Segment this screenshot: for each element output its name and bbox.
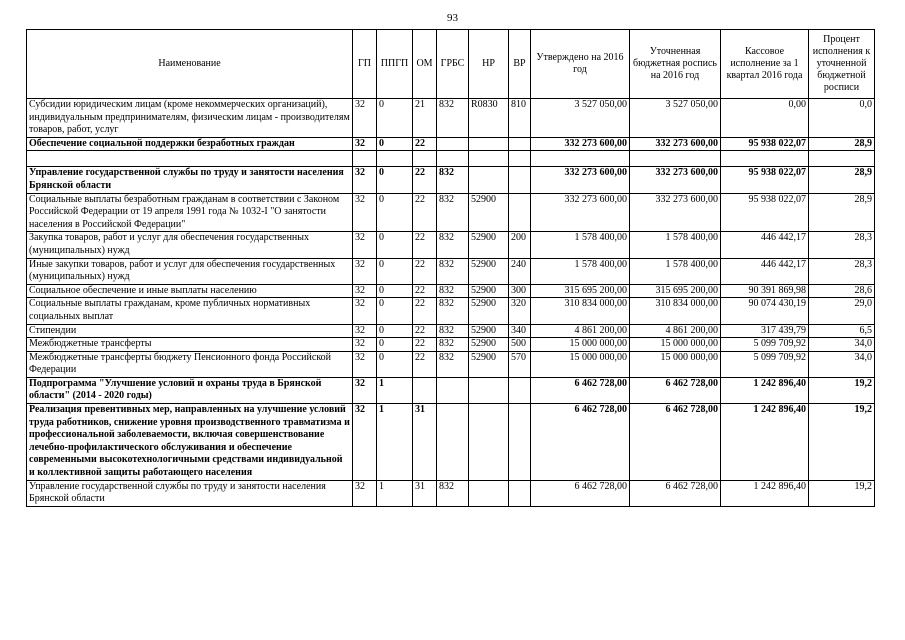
cell-cash: 95 938 022,07 [721,137,809,151]
header-vr: ВР [509,30,531,99]
budget-table [26,29,875,507]
cell-vr: 320 [509,298,531,324]
cell-name: Социальные выплаты гражданам, кроме публичных нормативных социальных выплат [27,298,353,324]
cell-cash: 1 242 896,40 [721,377,809,403]
table-row [27,404,875,481]
cell-np: 52900 [469,324,509,338]
cell-approved: 310 834 000,00 [531,298,630,324]
header-name: Наименование [27,30,353,99]
cell-approved: 315 695 200,00 [531,284,630,298]
cell-vr [509,167,531,193]
cell-om: 22 [413,167,437,193]
cell-name: Стипендии [27,324,353,338]
cell-cash: 446 442,17 [721,232,809,258]
cell-om: 22 [413,232,437,258]
cell-name: Обеспечение социальной поддержки безработных граждан [27,137,353,151]
cell-approved: 4 861 200,00 [531,324,630,338]
cell-percent: 6,5 [809,324,875,338]
cell-cash: 5 099 709,92 [721,351,809,377]
cell-gp: 32 [353,404,377,481]
cell-grbs: 832 [437,99,469,138]
header-cash: Кассовое исполнение за 1 квартал 2016 года [721,30,809,99]
cell-np: 52900 [469,232,509,258]
cell-approved: 6 462 728,00 [531,480,630,506]
cell-gp: 32 [353,338,377,352]
cell-approved: 6 462 728,00 [531,377,630,403]
cell-grbs [437,404,469,481]
cell-om: 22 [413,324,437,338]
table-header-row [27,30,875,99]
cell-np: 52900 [469,284,509,298]
cell-refined: 6 462 728,00 [630,480,721,506]
cell-refined: 15 000 000,00 [630,338,721,352]
cell-np [469,137,509,151]
header-ppgp: ППГП [377,30,413,99]
cell-vr: 240 [509,258,531,284]
cell-np: 52900 [469,193,509,232]
cell-ppgp: 1 [377,480,413,506]
cell-ppgp: 0 [377,137,413,151]
cell-percent: 34,0 [809,351,875,377]
cell-gp: 32 [353,193,377,232]
cell-cash: 446 442,17 [721,258,809,284]
cell-name: Социальное обеспечение и иные выплаты населению [27,284,353,298]
cell-cash: 0,00 [721,99,809,138]
cell-ppgp: 0 [377,338,413,352]
cell-percent: 19,2 [809,377,875,403]
cell-vr: 570 [509,351,531,377]
cell-percent: 19,2 [809,404,875,481]
table-row [27,324,875,338]
cell-np [469,167,509,193]
cell-percent: 34,0 [809,338,875,352]
cell-approved: 332 273 600,00 [531,193,630,232]
cell-np [469,480,509,506]
cell-cash: 1 242 896,40 [721,480,809,506]
cell-name: Управление государственной службы по труду и занятости населения Брянской области [27,167,353,193]
cell-gp: 32 [353,258,377,284]
cell-refined: 332 273 600,00 [630,167,721,193]
cell-refined: 4 861 200,00 [630,324,721,338]
cell-om: 22 [413,351,437,377]
cell-name: Социальные выплаты безработным гражданам в соответствии с Законом Российской Федерации от 19 апреля 1991 года № 1032-I "О занятости населения в Российской Федерации" [27,193,353,232]
table-row [27,193,875,232]
cell-approved: 6 462 728,00 [531,404,630,481]
cell-cash: 5 099 709,92 [721,338,809,352]
table-row [27,167,875,193]
cell-refined: 15 000 000,00 [630,351,721,377]
cell-percent: 0,0 [809,99,875,138]
cell-om: 22 [413,284,437,298]
cell-gp: 32 [353,377,377,403]
cell-ppgp: 0 [377,324,413,338]
cell-grbs [437,377,469,403]
cell-percent: 28,6 [809,284,875,298]
table-row [27,338,875,352]
cell-gp: 32 [353,137,377,151]
cell-name: Подпрограмма "Улучшение условий и охраны труда в Брянской области" (2014 - 2020 годы) [27,377,353,403]
cell-vr: 200 [509,232,531,258]
cell-ppgp: 0 [377,298,413,324]
cell-grbs: 832 [437,193,469,232]
cell-percent: 19,2 [809,480,875,506]
cell-gp: 32 [353,480,377,506]
cell-cash: 95 938 022,07 [721,193,809,232]
cell-om: 22 [413,298,437,324]
cell-refined: 310 834 000,00 [630,298,721,324]
cell-refined: 315 695 200,00 [630,284,721,298]
cell-np [469,404,509,481]
cell-approved: 15 000 000,00 [531,338,630,352]
cell-vr [509,480,531,506]
cell-np: 52900 [469,351,509,377]
table-spacer-row [27,151,875,167]
cell-vr [509,137,531,151]
cell-vr [509,193,531,232]
cell-approved: 1 578 400,00 [531,258,630,284]
cell-approved: 332 273 600,00 [531,167,630,193]
table-row [27,377,875,403]
header-om: ОМ [413,30,437,99]
cell-grbs: 832 [437,284,469,298]
cell-gp: 32 [353,284,377,298]
cell-gp: 32 [353,298,377,324]
table-row [27,298,875,324]
cell-gp: 32 [353,324,377,338]
cell-np: 52900 [469,298,509,324]
cell-grbs: 832 [437,258,469,284]
header-np: НР [469,30,509,99]
header-approved: Утверждено на 2016 год [531,30,630,99]
cell-ppgp: 1 [377,404,413,481]
cell-percent: 28,9 [809,137,875,151]
cell-gp: 32 [353,99,377,138]
cell-om: 22 [413,193,437,232]
cell-gp: 32 [353,232,377,258]
page-number: 93 [447,12,458,24]
cell-name: Субсидии юридическим лицам (кроме некоммерческих организаций), индивидуальным предпринимателям, физическим лицам - производителям товаров, работ, услуг [27,99,353,138]
table-row [27,351,875,377]
cell-approved: 1 578 400,00 [531,232,630,258]
cell-ppgp: 0 [377,351,413,377]
table-row [27,137,875,151]
cell-approved: 3 527 050,00 [531,99,630,138]
cell-refined: 1 578 400,00 [630,232,721,258]
cell-om: 22 [413,258,437,284]
cell-name: Межбюджетные трансферты [27,338,353,352]
cell-om: 22 [413,137,437,151]
cell-ppgp: 0 [377,232,413,258]
table-row [27,284,875,298]
cell-gp: 32 [353,167,377,193]
cell-cash: 95 938 022,07 [721,167,809,193]
cell-vr: 300 [509,284,531,298]
table-row [27,99,875,138]
cell-ppgp: 0 [377,258,413,284]
table-row [27,480,875,506]
cell-cash: 90 391 869,98 [721,284,809,298]
header-gp: ГП [353,30,377,99]
cell-grbs: 832 [437,298,469,324]
cell-refined: 1 578 400,00 [630,258,721,284]
cell-grbs [437,137,469,151]
header-refined: Уточненная бюджетная роспись на 2016 год [630,30,721,99]
cell-percent: 29,0 [809,298,875,324]
cell-grbs: 832 [437,324,469,338]
cell-np [469,377,509,403]
table-row [27,232,875,258]
header-grbs: ГРБС [437,30,469,99]
cell-grbs: 832 [437,338,469,352]
cell-refined: 332 273 600,00 [630,137,721,151]
cell-ppgp: 0 [377,284,413,298]
cell-np: 52900 [469,258,509,284]
cell-np: 52900 [469,338,509,352]
cell-grbs: 832 [437,232,469,258]
cell-vr [509,404,531,481]
cell-np: R0830 [469,99,509,138]
cell-name: Межбюджетные трансферты бюджету Пенсионного фонда Российской Федерации [27,351,353,377]
cell-cash: 317 439,79 [721,324,809,338]
cell-vr: 810 [509,99,531,138]
table-row [27,258,875,284]
cell-om: 31 [413,480,437,506]
cell-refined: 6 462 728,00 [630,404,721,481]
cell-grbs: 832 [437,480,469,506]
cell-om: 31 [413,404,437,481]
cell-gp: 32 [353,351,377,377]
cell-refined: 3 527 050,00 [630,99,721,138]
cell-percent: 28,9 [809,167,875,193]
cell-vr: 500 [509,338,531,352]
header-percent: Процент исполнения к уточненной бюджетной росписи [809,30,875,99]
cell-om [413,377,437,403]
cell-percent: 28,9 [809,193,875,232]
cell-name: Управление государственной службы по труду и занятости населения Брянской области [27,480,353,506]
cell-ppgp: 1 [377,377,413,403]
cell-ppgp: 0 [377,99,413,138]
cell-approved: 15 000 000,00 [531,351,630,377]
cell-refined: 332 273 600,00 [630,193,721,232]
cell-grbs: 832 [437,167,469,193]
cell-grbs: 832 [437,351,469,377]
cell-ppgp: 0 [377,193,413,232]
cell-ppgp: 0 [377,167,413,193]
cell-name: Закупка товаров, работ и услуг для обеспечения государственных (муниципальных) нужд [27,232,353,258]
cell-vr [509,377,531,403]
cell-vr: 340 [509,324,531,338]
cell-cash: 90 074 430,19 [721,298,809,324]
cell-refined: 6 462 728,00 [630,377,721,403]
cell-name: Иные закупки товаров, работ и услуг для обеспечения государственных (муниципальных) нужд [27,258,353,284]
cell-percent: 28,3 [809,258,875,284]
cell-percent: 28,3 [809,232,875,258]
cell-om: 21 [413,99,437,138]
cell-name: Реализация превентивных мер, направленных на улучшение условий труда работников, снижение уровня производственного травматизма и профессиональной заболеваемости, включая совершенствование лечебно-профилактического обслуживания и обеспечение современными высокотехнологичными средствами индивидуальной и коллективной защиты работающего населения [27,404,353,481]
cell-cash: 1 242 896,40 [721,404,809,481]
cell-approved: 332 273 600,00 [531,137,630,151]
cell-om: 22 [413,338,437,352]
